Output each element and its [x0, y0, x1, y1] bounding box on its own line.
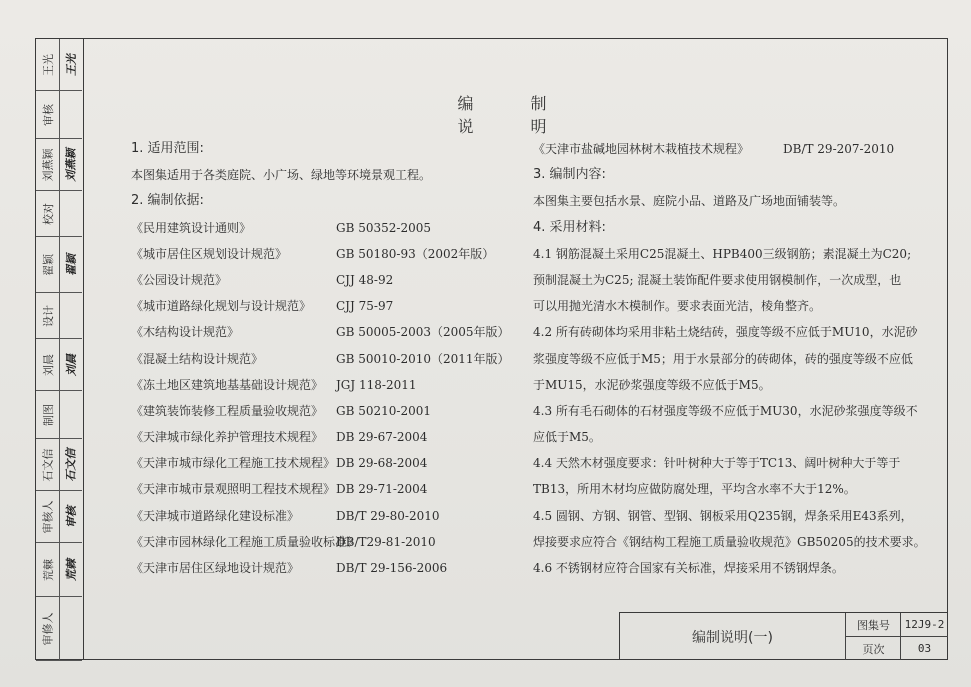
standard-row	[131, 293, 521, 319]
standard-name: 《木结构设计规范》	[131, 325, 240, 340]
signature-label	[36, 237, 60, 292]
content-heading: 3. 编制内容:	[533, 167, 606, 183]
standard-code: GB 50010-2010（2011年版）	[336, 351, 510, 366]
materials-line: TB13，所用木材均应做防腐处理，平均含水率不大于12%。	[533, 482, 856, 497]
standard-code: DB/T29-81-2010	[336, 534, 436, 549]
standard-name: 《混凝土结构设计规范》	[131, 351, 264, 366]
signature-mark	[59, 293, 82, 338]
standard-name: 《天津城市绿化养护管理技术规程》	[131, 430, 324, 445]
standards-list	[131, 215, 521, 582]
signature-label-text: 石文信	[41, 448, 55, 481]
materials-line: 于MU15，水泥砂浆强度等级不应低于M5。	[533, 377, 771, 392]
signature-cell	[36, 293, 82, 339]
signature-mark	[59, 39, 82, 90]
materials-list	[533, 241, 926, 581]
materials-line: 4.1 钢筋混凝土采用C25混凝土、HPB400三级钢筋；素混凝土为C20;	[533, 246, 912, 261]
title-block	[619, 612, 948, 660]
signature-label-text: 翟颖	[41, 253, 55, 276]
signature-label	[36, 191, 60, 236]
materials-line: 可以用抛光清水木模制作。要求表面光洁，棱角整齐。	[533, 299, 822, 314]
materials-line: 预制混凝土为C25; 混凝土装饰配件要求使用钢模制作，一次成型，也	[533, 272, 902, 287]
materials-line: 焊接要求应符合《钢结构工程施工质量验收规范》GB50205的技术要求。	[533, 534, 926, 549]
signature-label	[36, 391, 60, 438]
signature-mark-text: 石文信	[64, 448, 78, 481]
standard-code: GB 50352-2005	[336, 220, 431, 235]
signature-mark-text: 王光	[64, 53, 78, 76]
materials-line: 4.4 天然木材强度要求：针叶树种大于等于TC13、阔叶树种大于等于	[533, 456, 901, 471]
signature-mark-text: 荒棘	[64, 558, 78, 581]
materials-line: 4.6 不锈钢材应符合国家有关标准，焊接采用不锈钢焊条。	[533, 561, 844, 575]
page-title: 编 制 说 明	[457, 94, 573, 136]
standard-name: 《城市道路绿化规划与设计规范》	[131, 299, 312, 314]
materials-line: 4.3 所有毛石砌体的石材强度等级不应低于MU30，水泥砂浆强度等级不	[533, 403, 918, 418]
standard-code: DB/T 29-80-2010	[336, 508, 440, 523]
signature-label	[36, 491, 60, 542]
signature-label-text: 制图	[41, 403, 55, 426]
signature-mark	[59, 339, 82, 390]
standard-code: DB 29-67-2004	[336, 430, 428, 445]
signature-mark	[59, 597, 82, 660]
standard-code: DB/T 29-156-2006	[336, 561, 448, 575]
right-column	[533, 136, 926, 581]
standard-code: DB 29-71-2004	[336, 482, 428, 497]
signature-label	[36, 91, 60, 138]
standard-name: 《天津市盐碱地园林树木栽植技术规程》	[533, 142, 750, 156]
standard-name: 《冻土地区建筑地基基础设计规范》	[131, 377, 324, 392]
materials-line: 应低于M5。	[533, 430, 601, 445]
signature-mark	[59, 491, 82, 542]
standard-row	[131, 267, 521, 293]
signature-label-text: 荒棘	[41, 558, 55, 581]
signature-label-text: 校对	[41, 202, 55, 225]
signature-cell	[36, 391, 82, 439]
standard-row	[533, 136, 918, 162]
standard-row	[131, 398, 521, 424]
materials-line: 4.5 圆钢、方钢、钢管、型钢、钢板采用Q235钢，焊条采用E43系列，	[533, 508, 913, 523]
signature-mark	[59, 139, 82, 190]
standard-row	[131, 555, 521, 581]
signature-label-text: 刘晨	[41, 353, 55, 376]
left-column	[131, 136, 521, 581]
standard-code: CJJ 75-97	[336, 299, 394, 314]
signature-column	[35, 38, 83, 660]
materials-line: 4.2 所有砖砌体均采用非粘土烧结砖，强度等级不应低于MU10，水泥砂	[533, 325, 918, 340]
standard-name: 《城市居住区规划设计规范》	[131, 246, 288, 261]
scope-text: 本图集适用于各类庭院、小广场、绿地等环境景观工程。	[131, 168, 432, 183]
signature-label	[36, 39, 60, 90]
signature-mark	[59, 543, 82, 596]
standard-code: GB 50005-2003（2005年版）	[336, 325, 510, 340]
page-value: 03	[900, 637, 948, 660]
signature-label-text: 设计	[41, 304, 55, 327]
standard-row	[131, 424, 521, 450]
standard-name: 《建筑装饰装修工程质量验收规范》	[131, 403, 324, 418]
signature-mark-text: 审核	[64, 505, 78, 528]
signature-mark	[59, 191, 82, 236]
signature-cell	[36, 339, 82, 391]
signature-label-text: 审核	[41, 103, 55, 126]
standard-row	[131, 346, 521, 372]
standard-code: GB 50210-2001	[336, 403, 431, 418]
standard-code: GB 50180-93（2002年版）	[336, 246, 495, 261]
signature-cell	[36, 139, 82, 191]
signature-mark	[59, 439, 82, 490]
standard-name: 《天津市园林绿化工程施工质量验收标准》	[131, 534, 360, 549]
signature-label	[36, 543, 60, 596]
signature-cell	[36, 91, 82, 139]
signature-label-text: 刘燕颖	[41, 148, 55, 181]
standard-name: 《天津城市道路绿化建设标准》	[131, 508, 300, 523]
standard-name: 《民用建筑设计通则》	[131, 220, 252, 235]
atlas-label: 图集号	[845, 613, 901, 637]
signature-cell	[36, 543, 82, 597]
signature-cell	[36, 597, 82, 661]
signature-mark-text: 刘晨	[64, 353, 78, 376]
standard-name: 《天津市城市景观照明工程技术规程》	[131, 482, 336, 497]
signature-mark	[59, 237, 82, 292]
standard-row	[131, 503, 521, 529]
signature-label	[36, 597, 60, 660]
standard-row	[131, 372, 521, 398]
page-label: 页次	[845, 637, 901, 660]
standard-row	[131, 319, 521, 345]
signature-label	[36, 139, 60, 190]
signature-cell	[36, 439, 82, 491]
standard-row	[131, 476, 521, 502]
standard-row	[131, 529, 521, 555]
standard-code: JGJ 118-2011	[336, 377, 417, 392]
signature-cell	[36, 237, 82, 293]
atlas-value: 12J9-2	[900, 613, 948, 637]
signature-label	[36, 339, 60, 390]
standard-name: 《天津市居住区绿地设计规范》	[131, 561, 300, 575]
signature-label	[36, 439, 60, 490]
signature-mark-text: 刘燕颖	[64, 148, 78, 181]
standard-name: 《公园设计规范》	[131, 272, 228, 287]
standard-code: CJJ 48-92	[336, 272, 394, 287]
signature-label-text: 王光	[41, 53, 55, 76]
scope-heading: 1. 适用范围:	[131, 141, 204, 156]
materials-heading: 4. 采用材料:	[533, 219, 606, 235]
standard-row	[131, 450, 521, 476]
standard-name: 《天津市城市绿化工程施工技术规程》	[131, 456, 336, 471]
signature-cell	[36, 491, 82, 543]
basis-heading: 2. 编制依据:	[131, 193, 204, 209]
signature-label-text: 审修人	[41, 612, 55, 645]
standard-row	[131, 241, 521, 267]
signature-label	[36, 293, 60, 338]
signature-mark	[59, 391, 82, 438]
standard-row	[131, 215, 521, 241]
signature-cell	[36, 191, 82, 237]
standard-code: DB/T 29-207-2010	[783, 142, 895, 156]
signature-cell	[36, 39, 82, 91]
content-text: 本图集主要包括水景、庭院小品、道路及广场地面铺装等。	[533, 194, 846, 209]
standard-code: DB 29-68-2004	[336, 456, 428, 471]
materials-line: 浆强度等级不应低于M5；用于水景部分的砖砌体，砖的强度等级不应低	[533, 351, 913, 366]
signature-mark	[59, 91, 82, 138]
signature-label-text: 审核人	[41, 500, 55, 533]
signature-mark-text: 翟颖	[64, 253, 78, 276]
drawing-name: 编制说明(一)	[692, 629, 773, 646]
